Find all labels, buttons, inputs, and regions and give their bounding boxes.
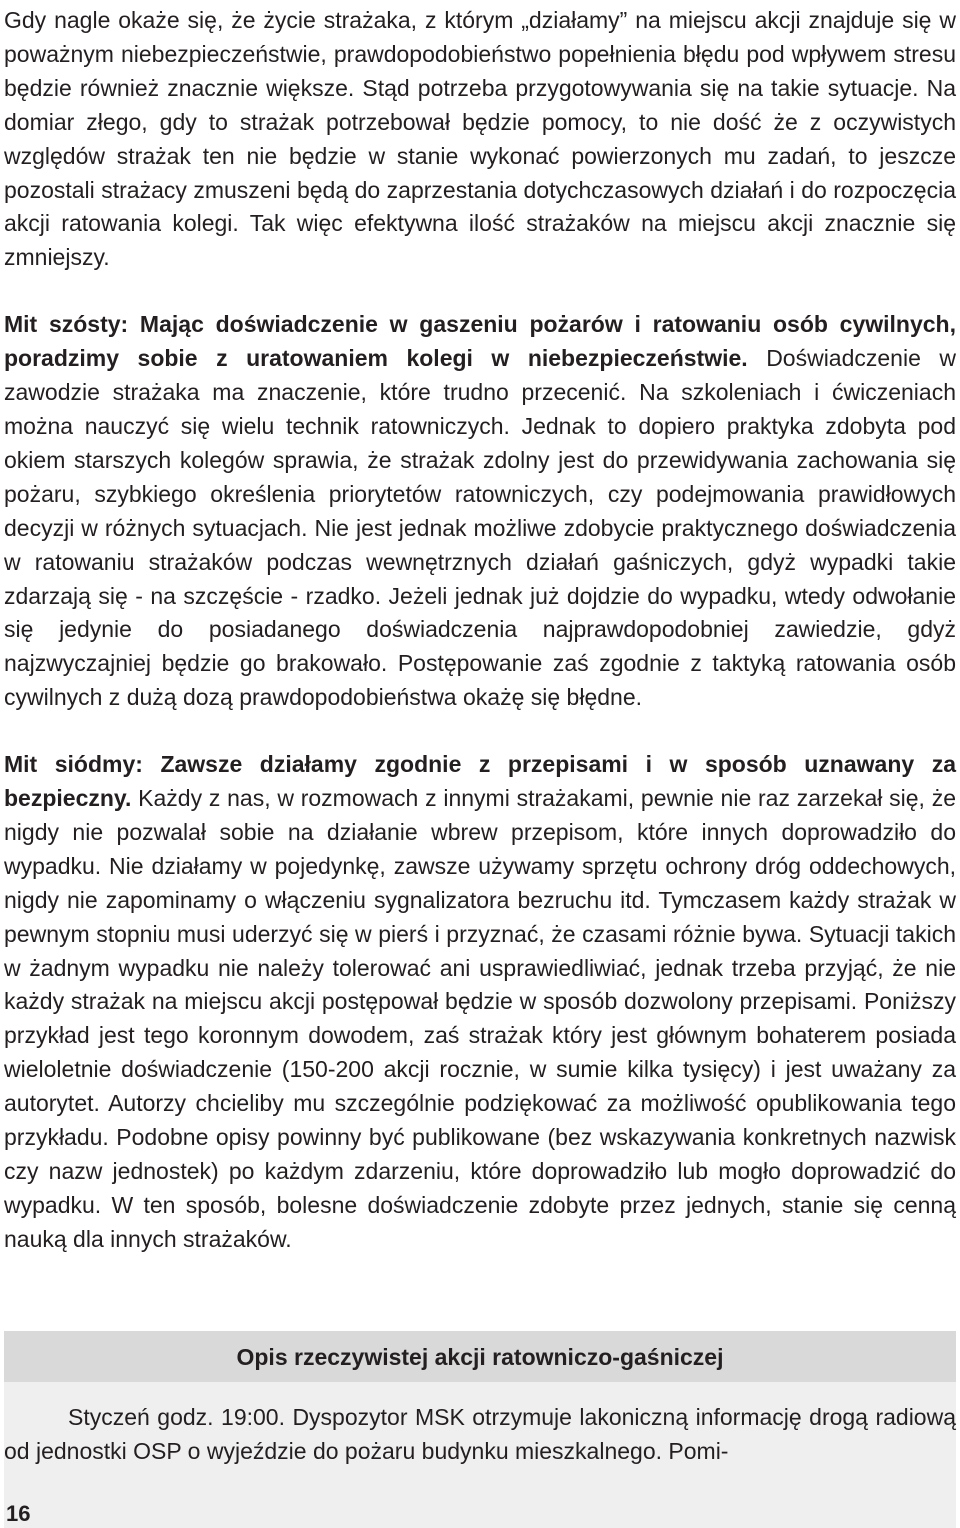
myth-6-text: Doświadczenie w zawodzie strażaka ma znaczenie, które trudno przecenić. Na szkoleniach i ćwiczeniach można nauczyć się wielu technik ratowniczych. Jednak to dopiero praktyka zdobyta pod okiem starszych kolegów sprawia, że strażak zdolny jest do przewidywania zachowania się pożaru, szybkiego określenia priorytetów ratowniczych, czy podejmowania prawidłowych decyzji w różnych sytuacjach. Nie jest jednak możliwe zdobycie praktycznego doświadczenia w ratowaniu strażaków podczas wewnętrznych działań gaśniczych, gdyż wypadki takie zdarzają się - na szczęście - rzadko. Jeżeli jednak już dojdzie do wypadku, wtedy odwołanie się jedynie do posiadanego doświadczenia najprawdopodobniej zawiedzie, gdyż najzwyczajniej będzie go brakowało. Postępowanie zaś zgodnie z taktyką ratowania osób cywilnych z dużą dozą prawdopodobieństwa okażę się błędne. xyxy=(4,345,956,711)
case-box-text xyxy=(4,1400,956,1468)
paragraph-myth-6 xyxy=(4,308,956,715)
paragraph-1-text: Gdy nagle okaże się, że życie strażaka, z którym „działamy” na miejscu akcji znajduje się w poważnym niebezpieczeństwie, prawdopodobieństwo popełnienia błędu pod wpływem stresu będzie również znacznie większe. Stąd potrzeba przygotowywania się na takie sytuacje. Na domiar złego, gdy to strażak potrzebował będzie pomocy, to nie dość że z oczywistych względów strażak ten nie będzie w stanie wykonać powierzonych mu zadań, to jeszcze pozostali strażacy zmuszeni będą do zaprzestania dotychczasowych działań i do rozpoczęcia akcji ratowania kolegi. Tak więc efektywna ilość strażaków na miejscu akcji znacznie się zmniejszy. xyxy=(4,7,956,271)
myth-7-text: Każdy z nas, w rozmowach z innymi strażakami, pewnie nie raz zarzekał się, że nigdy nie pozwalał sobie na działanie wbrew przepisom, które innych doprowadziło do wypadku. Nie działamy w pojedynkę, zawsze używamy sprzętu ochrony dróg oddechowych, nigdy nie zapominamy o włączeniu sygnalizatora bezruchu itd. Tymczasem każdy strażak w pewnym stopniu musi uderzyć się w pierś i przyznać, że czasami różnie bywa. Sytuacji takich w żadnym wypadku nie należy tolerować ani usprawiedliwiać, jednak trzeba przyjąć, że nie każdy strażak na miejscu akcji postępował będzie w sposób dozwolony przepisami. Poniższy przykład jest tego koronnym dowodem, zaś strażak który jest głównym bohaterem posiada wieloletnie doświadczenie (150-200 akcji rocznie, w sumie kilka tysięcy) i jest uważany za autorytet. Autorzy chcieliby mu szczególnie podziękować za możliwość opublikowania tego przykładu. Podobne opisy powinny być publikowane (bez wskazywania konkretnych nazwisk czy nazw jednostek) po każdym zdarzeniu, które doprowadziło lub mogło doprowadzić do wypadku. W ten sposób, bolesne doświadczenie zdobyte przez jednych, stanie się cenną nauką dla innych strażaków. xyxy=(4,785,956,1252)
case-box-header xyxy=(4,1331,956,1382)
paragraph-myth-7 xyxy=(4,748,956,1257)
case-box-paragraph: Styczeń godz. 19:00. Dyspozytor MSK otrzymuje lakoniczną informację drogą radiową od jednostki OSP o wyjeździe do pożaru budynku mieszkalnego. Pomi- xyxy=(4,1404,956,1464)
case-box-body xyxy=(4,1382,956,1528)
myth-7-heading: Mit siódmy: Zawsze działamy zgodnie z przepisami i w sposób uznawany za bezpieczny. xyxy=(4,751,956,812)
myth-6-heading: Mit szósty: Mając doświadczenie w gaszeniu pożarów i ratowaniu osób cywilnych, poradzimy sobie z uratowaniem kolegi w niebezpieczeństwie. xyxy=(4,311,956,372)
case-box-title: Opis rzeczywistej akcji ratowniczo-gaśniczej xyxy=(236,1344,724,1370)
paragraph-1 xyxy=(4,4,956,275)
body-text xyxy=(4,4,956,1257)
page-number: 16 xyxy=(6,1501,31,1526)
